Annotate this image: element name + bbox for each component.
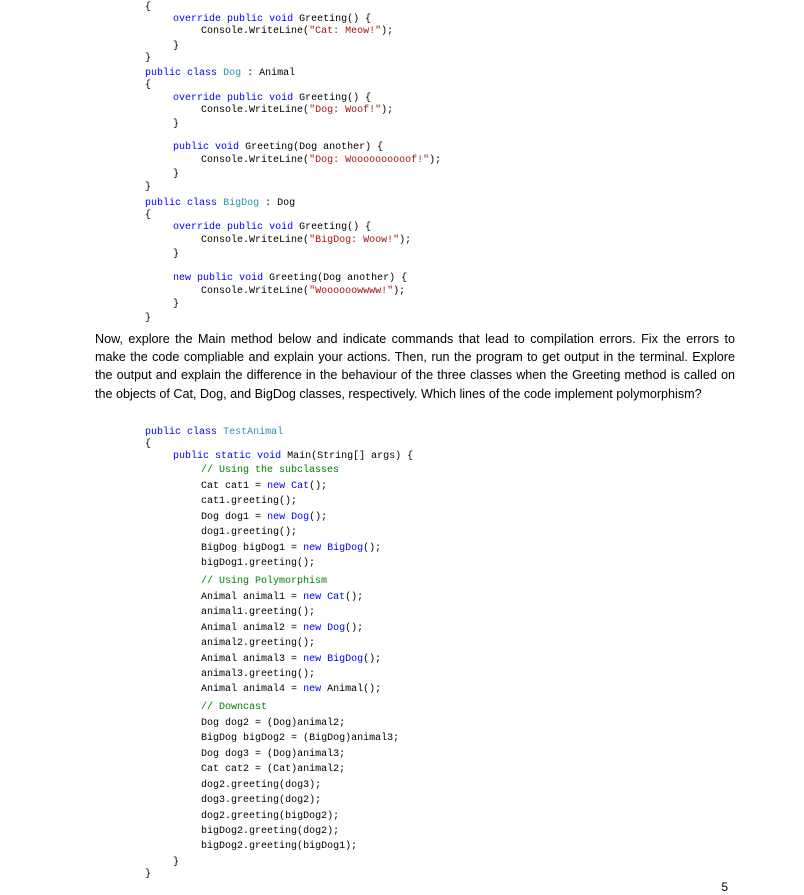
instruction-paragraph: Now, explore the Main method below and indicate commands that lead to compilation errors. Fix the errors to make the code compliable and explain your actions. Then, run the program to get output in the terminal. Explore the output and explain the difference in the behaviour of the three classes when the Greeting method is called on the objects of Cat, Dog, and BigDog classes, respectively. Which lines of the code implement polymorphism? bbox=[95, 332, 735, 401]
code-top-line: } bbox=[145, 313, 152, 324]
code-main-line: bigDog1.greeting(); bbox=[201, 558, 316, 569]
code-main-line: BigDog bigDog1 = new BigDog(); bbox=[201, 543, 382, 554]
code-top-line: { bbox=[145, 2, 152, 13]
code-top-line: public class Dog : Animal bbox=[145, 68, 296, 79]
code-top-line: Console.WriteLine("Dog: Woof!"); bbox=[201, 105, 394, 116]
code-top-line: Console.WriteLine("Woooooowwww!"); bbox=[201, 286, 406, 297]
code-main-line: cat1.greeting(); bbox=[201, 496, 298, 507]
code-main-line: BigDog bigDog2 = (BigDog)animal3; bbox=[201, 733, 400, 744]
code-main-line: animal3.greeting(); bbox=[201, 669, 316, 680]
code-top-line: new public void Greeting(Dog another) { bbox=[173, 273, 408, 284]
code-top-line: } bbox=[173, 41, 180, 52]
code-main-line: Dog dog3 = (Dog)animal3; bbox=[201, 749, 346, 760]
code-main-line: public static void Main(String[] args) { bbox=[173, 451, 414, 462]
code-top-line: override public void Greeting() { bbox=[173, 222, 372, 233]
code-top-line: } bbox=[173, 249, 180, 260]
code-top-line: { bbox=[145, 80, 152, 91]
code-main-line: } bbox=[145, 869, 152, 880]
code-main-line bbox=[201, 575, 327, 588]
code-main-line: Animal animal1 = new Cat(); bbox=[201, 592, 364, 603]
code-top-line: Console.WriteLine("BigDog: Woow!"); bbox=[201, 235, 412, 246]
code-main-line: bigDog2.greeting(dog2); bbox=[201, 826, 340, 837]
code-top-line: } bbox=[173, 169, 180, 180]
code-main-comment: // Using the subclasses bbox=[201, 465, 340, 476]
code-top-line: public class BigDog : Dog bbox=[145, 198, 296, 209]
code-top-line: Console.WriteLine("Cat: Meow!"); bbox=[201, 26, 394, 37]
code-main-line: Cat cat2 = (Cat)animal2; bbox=[201, 764, 346, 775]
code-main-line: dog2.greeting(dog3); bbox=[201, 780, 322, 791]
code-main-line: Dog dog2 = (Dog)animal2; bbox=[201, 718, 346, 729]
code-main-line: animal1.greeting(); bbox=[201, 607, 316, 618]
code-top-line: override public void Greeting() { bbox=[173, 93, 372, 104]
code-main-line: dog3.greeting(dog2); bbox=[201, 795, 322, 806]
code-main-line: animal2.greeting(); bbox=[201, 638, 316, 649]
code-top-line: } bbox=[173, 299, 180, 310]
code-top-line: override public void Greeting() { bbox=[173, 14, 372, 25]
code-main-line: Dog dog1 = new Dog(); bbox=[201, 512, 328, 523]
code-main-line: dog2.greeting(bigDog2); bbox=[201, 811, 340, 822]
code-main-line: dog1.greeting(); bbox=[201, 527, 298, 538]
code-main-line: Animal animal2 = new Dog(); bbox=[201, 623, 364, 634]
code-top-line: Console.WriteLine("Dog: Woooooooooof!"); bbox=[201, 155, 442, 166]
page-number: 5 bbox=[721, 880, 728, 894]
code-top-line: } bbox=[145, 53, 152, 64]
code-main-line: bigDog2.greeting(bigDog1); bbox=[201, 841, 358, 852]
code-top-line: } bbox=[145, 182, 152, 193]
code-top-line: public void Greeting(Dog another) { bbox=[173, 142, 384, 153]
code-main-line: Animal animal3 = new BigDog(); bbox=[201, 654, 382, 665]
code-main-line bbox=[201, 701, 267, 714]
code-main-line: Animal animal4 = new Animal(); bbox=[201, 684, 382, 695]
code-main-line bbox=[201, 464, 339, 477]
code-top-line: } bbox=[173, 119, 180, 130]
code-main-line: Cat cat1 = new Cat(); bbox=[201, 481, 328, 492]
code-main-comment: // Using Polymorphism bbox=[201, 576, 328, 587]
code-main-line: } bbox=[173, 857, 180, 868]
code-top-line: { bbox=[145, 210, 152, 221]
code-main-line: public class TestAnimal bbox=[145, 427, 284, 438]
code-main-comment: // Downcast bbox=[201, 702, 268, 713]
code-main-line: { bbox=[145, 439, 152, 450]
